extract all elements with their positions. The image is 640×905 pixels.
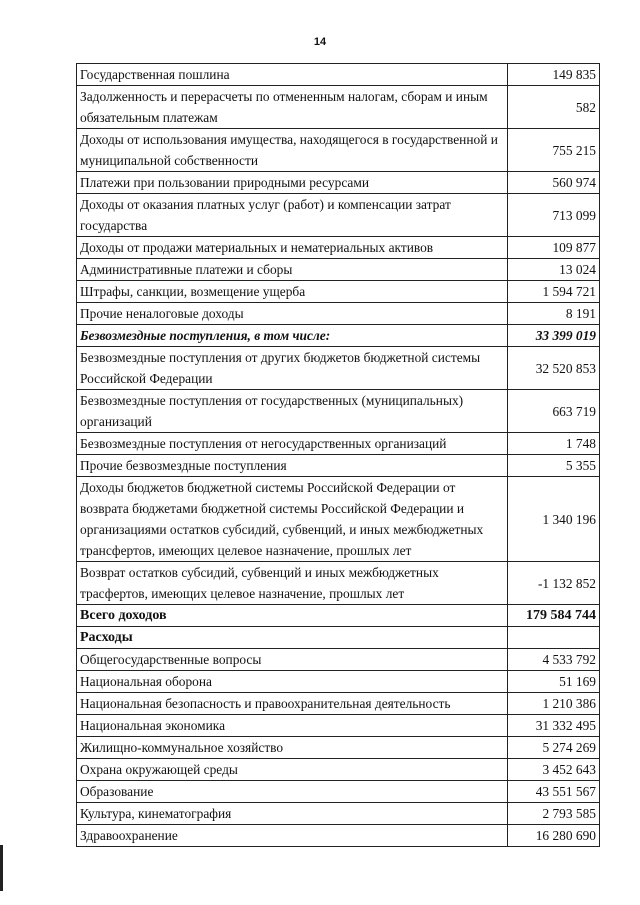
row-label: Общегосударственные вопросы	[77, 649, 508, 671]
row-label: Доходы бюджетов бюджетной системы Российской Федерации от возврата бюджетами бюджетной системы Российской Федерации и организациями остатков субсидий, субвенций, и иных межбюджетных трансфертов, имеющих целевое назначение, прошлых лет	[77, 477, 508, 562]
table-row	[77, 194, 600, 237]
table-row	[77, 64, 600, 86]
row-label: Доходы от использования имущества, находящегося в государственной и муниципальной собственности	[77, 129, 508, 172]
row-label: Национальная безопасность и правоохранительная деятельность	[77, 693, 508, 715]
row-label: Доходы от продажи материальных и нематериальных активов	[77, 237, 508, 259]
row-label: Расходы	[77, 627, 508, 649]
table-row	[77, 325, 600, 347]
row-value: 32 520 853	[508, 347, 600, 390]
table-row	[77, 303, 600, 325]
table-row	[77, 129, 600, 172]
row-value: 5 274 269	[508, 737, 600, 759]
table-row	[77, 671, 600, 693]
row-value: 149 835	[508, 64, 600, 86]
table-row	[77, 86, 600, 129]
table-row	[77, 781, 600, 803]
row-value: 2 793 585	[508, 803, 600, 825]
row-value	[508, 627, 600, 649]
row-value: 5 355	[508, 455, 600, 477]
row-label: Задолженность и перерасчеты по отмененным налогам, сборам и иным обязательным платежам	[77, 86, 508, 129]
table-row	[77, 737, 600, 759]
row-value: 560 974	[508, 172, 600, 194]
row-value: 8 191	[508, 303, 600, 325]
table-row	[77, 825, 600, 847]
row-label: Безвозмездные поступления, в том числе:	[77, 325, 508, 347]
table-row	[77, 347, 600, 390]
row-label: Образование	[77, 781, 508, 803]
table-row	[77, 390, 600, 433]
row-value: 13 024	[508, 259, 600, 281]
row-value: -1 132 852	[508, 562, 600, 605]
table-row	[77, 605, 600, 627]
row-value: 1 748	[508, 433, 600, 455]
row-value: 179 584 744	[508, 605, 600, 627]
table-row	[77, 627, 600, 649]
row-label: Государственная пошлина	[77, 64, 508, 86]
row-label: Культура, кинематография	[77, 803, 508, 825]
row-label: Безвозмездные поступления от негосударственных организаций	[77, 433, 508, 455]
row-label: Национальная оборона	[77, 671, 508, 693]
row-value: 43 551 567	[508, 781, 600, 803]
table-row	[77, 693, 600, 715]
row-value: 16 280 690	[508, 825, 600, 847]
row-value: 1 210 386	[508, 693, 600, 715]
table-row	[77, 259, 600, 281]
row-label: Безвозмездные поступления от других бюджетов бюджетной системы Российской Федерации	[77, 347, 508, 390]
table-row	[77, 237, 600, 259]
row-label: Всего доходов	[77, 605, 508, 627]
table-row	[77, 433, 600, 455]
budget-table	[76, 63, 600, 847]
row-value: 3 452 643	[508, 759, 600, 781]
row-label: Охрана окружающей среды	[77, 759, 508, 781]
row-label: Жилищно-коммунальное хозяйство	[77, 737, 508, 759]
table-row	[77, 281, 600, 303]
table-row	[77, 803, 600, 825]
row-value: 33 399 019	[508, 325, 600, 347]
table-row	[77, 562, 600, 605]
row-label: Прочие неналоговые доходы	[77, 303, 508, 325]
row-value: 582	[508, 86, 600, 129]
scan-edge-mark	[0, 845, 3, 891]
row-value: 713 099	[508, 194, 600, 237]
row-label: Доходы от оказания платных услуг (работ) и компенсации затрат государства	[77, 194, 508, 237]
row-value: 663 719	[508, 390, 600, 433]
row-label: Национальная экономика	[77, 715, 508, 737]
row-label: Безвозмездные поступления от государственных (муниципальных) организаций	[77, 390, 508, 433]
table-row	[77, 477, 600, 562]
table-row	[77, 649, 600, 671]
row-label: Здравоохранение	[77, 825, 508, 847]
table-row	[77, 455, 600, 477]
page-number: 14	[313, 36, 327, 48]
table-row	[77, 715, 600, 737]
table-row	[77, 172, 600, 194]
row-label: Штрафы, санкции, возмещение ущерба	[77, 281, 508, 303]
row-label: Административные платежи и сборы	[77, 259, 508, 281]
row-value: 109 877	[508, 237, 600, 259]
budget-table-body	[77, 64, 600, 847]
row-value: 31 332 495	[508, 715, 600, 737]
row-value: 4 533 792	[508, 649, 600, 671]
table-row	[77, 759, 600, 781]
row-label: Платежи при пользовании природными ресурсами	[77, 172, 508, 194]
row-value: 1 340 196	[508, 477, 600, 562]
row-value: 51 169	[508, 671, 600, 693]
row-label: Возврат остатков субсидий, субвенций и иных межбюджетных трасфертов, имеющих целевое назначение, прошлых лет	[77, 562, 508, 605]
row-value: 1 594 721	[508, 281, 600, 303]
row-value: 755 215	[508, 129, 600, 172]
row-label: Прочие безвозмездные поступления	[77, 455, 508, 477]
